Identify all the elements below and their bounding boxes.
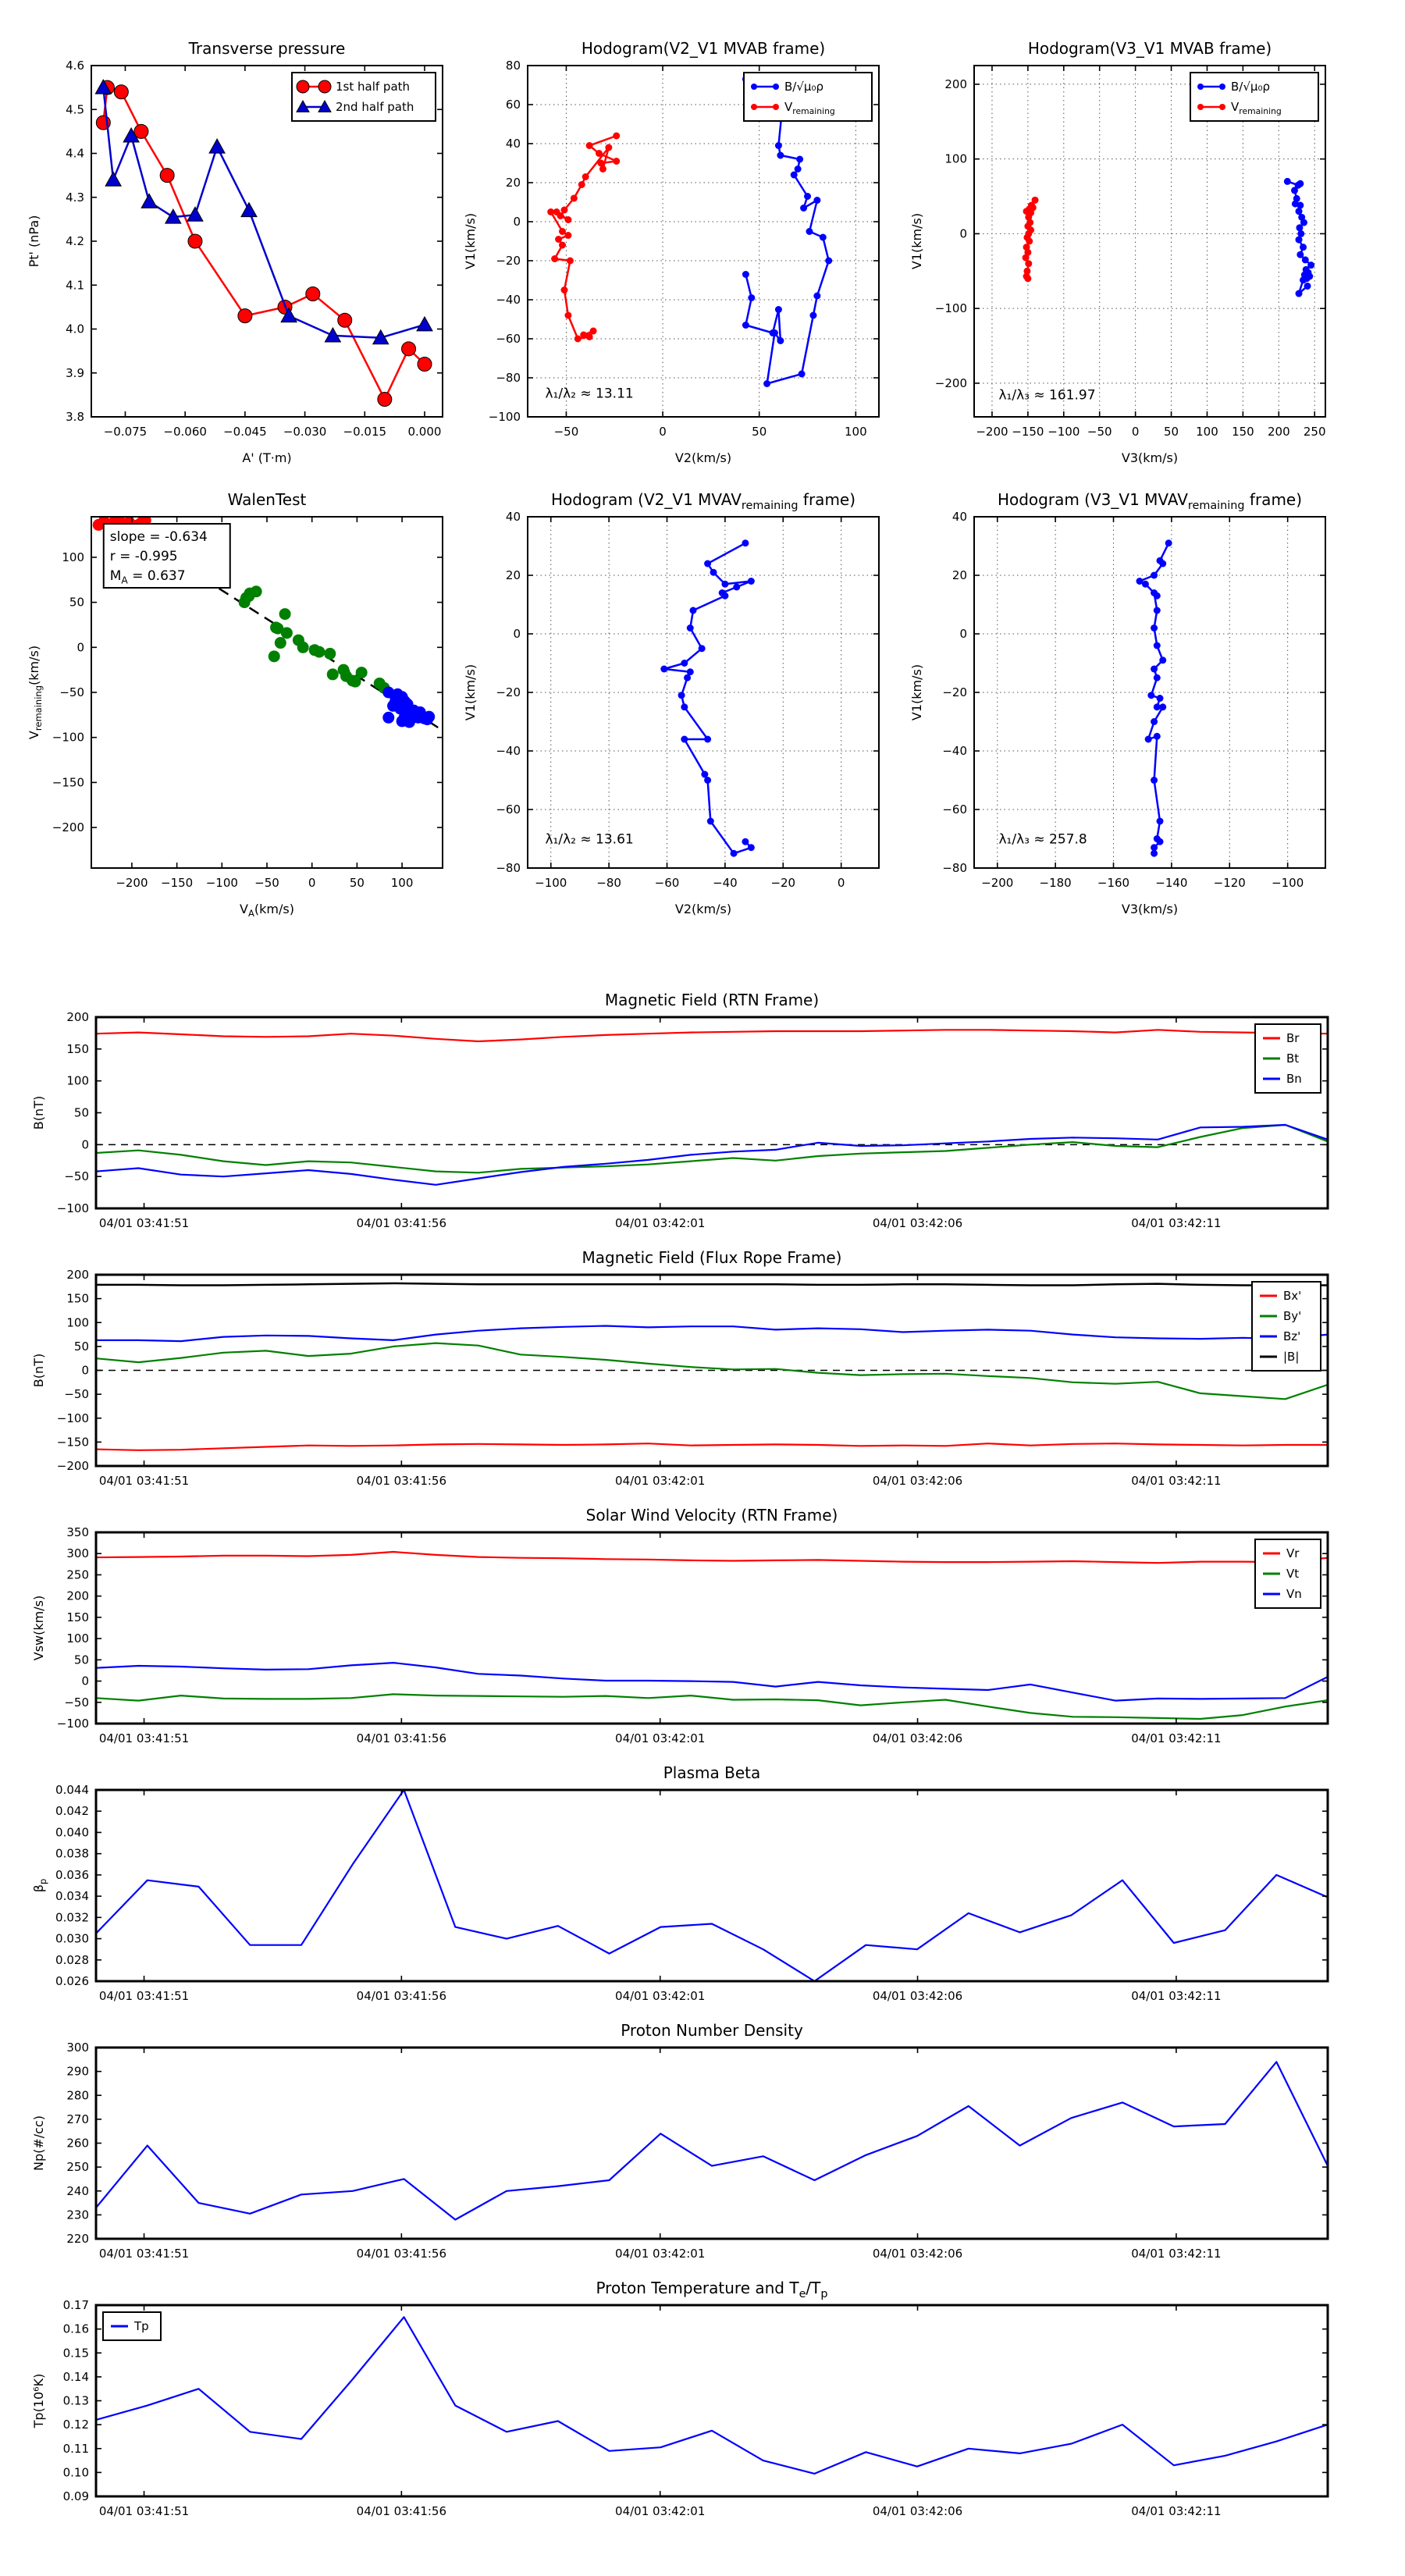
svg-text:V1(km/s): V1(km/s) (909, 664, 924, 721)
svg-text:−0.060: −0.060 (163, 425, 207, 439)
svg-text:04/01 03:41:56: 04/01 03:41:56 (356, 2247, 447, 2261)
svg-text:0: 0 (513, 627, 521, 641)
svg-text:Tp: Tp (134, 2319, 149, 2333)
svg-text:−0.075: −0.075 (103, 425, 148, 439)
svg-text:20: 20 (505, 568, 521, 582)
svg-text:−0.045: −0.045 (223, 425, 267, 439)
svg-text:−200: −200 (52, 820, 84, 835)
svg-text:0: 0 (659, 425, 667, 439)
svg-text:−100: −100 (934, 301, 967, 316)
svg-text:04/01 03:42:11: 04/01 03:42:11 (1131, 1989, 1222, 2003)
svg-text:−160: −160 (1097, 876, 1130, 890)
svg-text:−140: −140 (1155, 876, 1188, 890)
panel-hodogram-v3v1-mvav (892, 474, 1347, 934)
svg-text:250: 250 (66, 1567, 89, 1582)
svg-text:50: 50 (73, 1339, 89, 1354)
panel-hodogram-v3v1-mvab (892, 23, 1347, 483)
svg-text:Magnetic Field (Flux Rope Fram: Magnetic Field (Flux Rope Frame) (582, 1248, 842, 1267)
svg-text:B(nT): B(nT) (31, 1353, 46, 1388)
svg-text:Bt: Bt (1286, 1051, 1300, 1066)
svg-text:0.036: 0.036 (55, 1867, 89, 1882)
svg-text:0.13: 0.13 (62, 2393, 89, 2408)
svg-text:−0.015: −0.015 (343, 425, 387, 439)
svg-text:A' (T·m): A' (T·m) (242, 450, 292, 465)
svg-text:V1(km/s): V1(km/s) (909, 212, 924, 270)
svg-text:−150: −150 (161, 876, 194, 890)
svg-text:230: 230 (66, 2208, 89, 2222)
svg-text:150: 150 (66, 1610, 89, 1624)
svg-text:04/01 03:42:06: 04/01 03:42:06 (872, 1474, 963, 1488)
svg-text:04/01 03:42:01: 04/01 03:42:01 (615, 1474, 706, 1488)
svg-text:−200: −200 (56, 1459, 89, 1473)
svg-text:150: 150 (66, 1041, 89, 1056)
svg-text:350: 350 (66, 1525, 89, 1539)
svg-text:−50: −50 (254, 876, 279, 890)
svg-text:0: 0 (959, 627, 967, 641)
svg-text:−150: −150 (56, 1435, 89, 1450)
svg-text:04/01 03:41:56: 04/01 03:41:56 (356, 1216, 447, 1230)
svg-text:−200: −200 (116, 876, 148, 890)
svg-text:−80: −80 (496, 371, 521, 385)
svg-text:200: 200 (66, 1010, 89, 1024)
svg-text:04/01 03:42:11: 04/01 03:42:11 (1131, 1216, 1222, 1230)
svg-text:04/01 03:42:11: 04/01 03:42:11 (1131, 2504, 1222, 2518)
svg-text:Hodogram (V3_V1 MVAVremaining: Hodogram (V3_V1 $MVAV_{remaining}$ frame) (997, 490, 1303, 512)
svg-text:220: 220 (66, 2232, 89, 2246)
svg-text:−50: −50 (64, 1169, 89, 1184)
svg-text:0: 0 (81, 1363, 89, 1378)
svg-text:04/01 03:41:56: 04/01 03:41:56 (356, 1731, 447, 1745)
svg-text:−20: −20 (942, 685, 967, 699)
svg-text:Bx': Bx' (1283, 1289, 1302, 1303)
svg-text:MA = 0.637: $M_A = 0.637$ (109, 568, 186, 586)
panel-hodogram-v2v1-mvab (446, 23, 901, 483)
svg-text:−100: −100 (52, 730, 84, 745)
svg-text:50: 50 (1164, 425, 1179, 439)
svg-text:0.032: 0.032 (55, 1910, 89, 1925)
svg-text:0.038: 0.038 (55, 1846, 89, 1861)
svg-text:0.11: 0.11 (62, 2441, 89, 2456)
panel-proton-temperature (14, 2262, 1350, 2563)
svg-text:0: 0 (837, 876, 845, 890)
svg-text:−120: −120 (1213, 876, 1246, 890)
svg-text:50: 50 (69, 595, 84, 610)
svg-text:−80: −80 (496, 861, 521, 875)
svg-text:−100: −100 (205, 876, 238, 890)
svg-text:VA(km/s): $V_A(km/s)$ (240, 902, 294, 919)
svg-text:4.6: 4.6 (66, 59, 84, 73)
svg-text:0.044: 0.044 (55, 1783, 89, 1797)
svg-text:04/01 03:42:06: 04/01 03:42:06 (872, 2247, 963, 2261)
svg-text:Plasma Beta: Plasma Beta (663, 1763, 761, 1782)
svg-text:4.3: 4.3 (66, 190, 84, 205)
svg-text:−60: −60 (942, 802, 967, 817)
svg-text:−150: −150 (52, 775, 84, 790)
svg-text:−80: −80 (596, 876, 621, 890)
svg-text:−100: −100 (56, 1411, 89, 1425)
svg-text:Vsw(km/s): Vsw(km/s) (31, 1595, 46, 1661)
svg-text:04/01 03:41:56: 04/01 03:41:56 (356, 2504, 447, 2518)
svg-text:270: 270 (66, 2112, 89, 2126)
svg-text:4.5: 4.5 (66, 102, 84, 117)
svg-text:100: 100 (1196, 425, 1218, 439)
svg-text:0.10: 0.10 (62, 2465, 89, 2480)
svg-text:V1(km/s): V1(km/s) (463, 212, 478, 270)
svg-text:λ₁/λ₂ ≈ 13.11: λ₁/λ₂ ≈ 13.11 (545, 386, 634, 402)
svg-text:04/01 03:42:06: 04/01 03:42:06 (872, 1989, 963, 2003)
svg-text:Vremaining: $V_{remaining}$ (784, 100, 835, 116)
svg-text:Br: Br (1286, 1031, 1300, 1045)
svg-text:|B|: |B| (1283, 1350, 1300, 1364)
svg-text:04/01 03:42:11: 04/01 03:42:11 (1131, 1731, 1222, 1745)
svg-text:04/01 03:41:51: 04/01 03:41:51 (98, 1731, 190, 1745)
svg-text:04/01 03:42:06: 04/01 03:42:06 (872, 1216, 963, 1230)
svg-text:100: 100 (66, 1315, 89, 1330)
svg-text:04/01 03:42:01: 04/01 03:42:01 (615, 2504, 706, 2518)
svg-text:50: 50 (349, 876, 365, 890)
svg-text:−50: −50 (1087, 425, 1112, 439)
svg-text:−60: −60 (496, 802, 521, 817)
svg-text:0.034: 0.034 (55, 1889, 89, 1904)
svg-text:0.16: 0.16 (62, 2322, 89, 2336)
svg-text:100: 100 (944, 151, 967, 166)
svg-text:Bz': Bz' (1283, 1329, 1301, 1343)
svg-text:WalenTest: WalenTest (227, 490, 307, 509)
svg-text:Vremaining(km/s): $V_{remaining}(km/s)$ (27, 645, 44, 740)
svg-text:04/01 03:41:51: 04/01 03:41:51 (98, 1216, 190, 1230)
svg-text:V1(km/s): V1(km/s) (463, 664, 478, 721)
svg-text:260: 260 (66, 2136, 89, 2151)
panel-walen-test (9, 474, 464, 934)
svg-text:−100: −100 (1272, 876, 1304, 890)
svg-text:40: 40 (505, 510, 521, 524)
svg-text:r = -0.995: r = -0.995 (109, 549, 178, 564)
svg-text:0: 0 (81, 1674, 89, 1688)
svg-text:0.15: 0.15 (62, 2346, 89, 2361)
svg-text:0.17: 0.17 (62, 2298, 89, 2312)
svg-text:Solar Wind Velocity (RTN Frame: Solar Wind Velocity (RTN Frame) (585, 1506, 838, 1525)
svg-text:04/01 03:41:56: 04/01 03:41:56 (356, 1989, 447, 2003)
svg-text:0.042: 0.042 (55, 1804, 89, 1819)
svg-text:80: 80 (505, 59, 521, 73)
svg-text:Bn: Bn (1286, 1072, 1302, 1086)
svg-text:0: 0 (513, 215, 521, 229)
svg-text:−20: −20 (496, 685, 521, 699)
svg-text:04/01 03:42:01: 04/01 03:42:01 (615, 1989, 706, 2003)
svg-text:2nd half path: 2nd half path (336, 100, 414, 114)
svg-text:60: 60 (505, 98, 521, 112)
svg-text:−60: −60 (654, 876, 680, 890)
svg-text:0: 0 (81, 1137, 89, 1152)
svg-text:Proton Number Density: Proton Number Density (621, 2021, 803, 2040)
svg-text:V2(km/s): V2(km/s) (674, 450, 732, 465)
svg-text:λ₁/λ₃ ≈ 257.8: λ₁/λ₃ ≈ 257.8 (998, 831, 1087, 848)
svg-text:−40: −40 (713, 876, 738, 890)
svg-text:Pt' (nPa): Pt' (nPa) (27, 215, 41, 268)
svg-text:0.12: 0.12 (62, 2418, 89, 2432)
svg-text:−50: −50 (64, 1387, 89, 1402)
panel-plasma-beta (14, 1747, 1350, 2048)
svg-text:0: 0 (308, 876, 316, 890)
svg-text:04/01 03:41:56: 04/01 03:41:56 (356, 1474, 447, 1488)
svg-text:Vremaining: $V_{remaining}$ (1231, 100, 1282, 116)
svg-text:240: 240 (66, 2183, 89, 2198)
panel-transverse-pressure (9, 23, 464, 483)
svg-text:100: 100 (66, 1073, 89, 1088)
svg-text:−50: −50 (64, 1695, 89, 1710)
svg-text:−180: −180 (1039, 876, 1072, 890)
svg-text:04/01 03:42:11: 04/01 03:42:11 (1131, 1474, 1222, 1488)
svg-text:λ₁/λ₂ ≈ 13.61: λ₁/λ₂ ≈ 13.61 (545, 831, 634, 848)
svg-text:50: 50 (73, 1105, 89, 1120)
panel-hodogram-v2v1-mvav (446, 474, 901, 934)
svg-text:150: 150 (1232, 425, 1254, 439)
svg-text:200: 200 (1267, 425, 1290, 439)
svg-text:250: 250 (1303, 425, 1326, 439)
svg-text:3.9: 3.9 (66, 365, 84, 380)
svg-text:100: 100 (66, 1631, 89, 1646)
svg-text:Np(#/cc): Np(#/cc) (31, 2115, 46, 2171)
svg-text:−100: −100 (488, 410, 521, 424)
svg-text:04/01 03:41:51: 04/01 03:41:51 (98, 1474, 190, 1488)
svg-text:0.030: 0.030 (55, 1931, 89, 1946)
svg-text:300: 300 (66, 1546, 89, 1561)
svg-text:B/√μ₀ρ: B/√μ₀ρ (784, 80, 823, 94)
svg-text:−100: −100 (535, 876, 567, 890)
svg-text:−40: −40 (942, 744, 967, 758)
svg-text:04/01 03:42:01: 04/01 03:42:01 (615, 2247, 706, 2261)
svg-text:04/01 03:41:51: 04/01 03:41:51 (98, 2504, 190, 2518)
svg-text:20: 20 (951, 568, 967, 582)
svg-text:Magnetic Field (RTN Frame): Magnetic Field (RTN Frame) (604, 991, 820, 1009)
svg-text:Hodogram(V2_V1 MVAB frame): Hodogram(V2_V1 MVAB frame) (581, 39, 826, 58)
svg-text:4.0: 4.0 (66, 322, 84, 336)
svg-text:Vt: Vt (1286, 1567, 1300, 1581)
svg-text:250: 250 (66, 2160, 89, 2175)
svg-text:4.1: 4.1 (66, 278, 84, 293)
svg-text:Proton Temperature and Te/Tp: Proton Temperature and $T_e/T_p$ (596, 2279, 828, 2300)
panel-proton-number-density (14, 2005, 1350, 2305)
svg-text:B/√μ₀ρ: B/√μ₀ρ (1231, 80, 1270, 94)
svg-text:V2(km/s): V2(km/s) (674, 902, 732, 916)
svg-text:04/01 03:41:51: 04/01 03:41:51 (98, 1989, 190, 2003)
svg-text:04/01 03:42:06: 04/01 03:42:06 (872, 1731, 963, 1745)
svg-text:50: 50 (73, 1653, 89, 1667)
svg-text:0: 0 (1131, 425, 1140, 439)
svg-text:0.040: 0.040 (55, 1825, 89, 1840)
svg-text:−40: −40 (496, 293, 521, 307)
svg-text:40: 40 (951, 510, 967, 524)
svg-text:−20: −20 (770, 876, 796, 890)
svg-text:−200: −200 (934, 375, 967, 390)
svg-text:0.000: 0.000 (407, 425, 442, 439)
svg-text:Vn: Vn (1286, 1587, 1302, 1601)
svg-text:−50: −50 (553, 425, 579, 439)
svg-text:20: 20 (505, 176, 521, 190)
svg-text:−100: −100 (56, 1201, 89, 1215)
svg-text:04/01 03:42:06: 04/01 03:42:06 (872, 2504, 963, 2518)
panel-magnetic-field-rtn (14, 974, 1350, 1275)
svg-text:0.028: 0.028 (55, 1952, 89, 1967)
svg-text:Vr: Vr (1286, 1546, 1300, 1560)
svg-text:0.026: 0.026 (55, 1974, 89, 1988)
svg-text:Tp(10⁶K): Tp(10⁶K) (31, 2373, 46, 2428)
svg-text:40: 40 (505, 137, 521, 151)
svg-text:−60: −60 (496, 332, 521, 346)
svg-text:−50: −50 (59, 685, 84, 699)
svg-text:−100: −100 (1048, 425, 1080, 439)
svg-text:0: 0 (76, 640, 84, 655)
svg-text:0.09: 0.09 (62, 2489, 89, 2503)
svg-text:−40: −40 (496, 744, 521, 758)
svg-text:V3(km/s): V3(km/s) (1121, 450, 1179, 465)
svg-text:100: 100 (62, 550, 84, 564)
panel-magnetic-field-flux-rope (14, 1232, 1350, 1532)
svg-text:150: 150 (66, 1291, 89, 1306)
svg-text:Transverse pressure: Transverse pressure (188, 39, 346, 58)
svg-text:Hodogram (V2_V1 MVAVremaining: Hodogram (V2_V1 $MVAV_{remaining}$ frame) (550, 490, 856, 512)
svg-text:−80: −80 (942, 861, 967, 875)
svg-text:−0.030: −0.030 (283, 425, 327, 439)
svg-text:300: 300 (66, 2041, 89, 2055)
svg-text:04/01 03:42:01: 04/01 03:42:01 (615, 1731, 706, 1745)
svg-text:4.4: 4.4 (66, 146, 84, 161)
svg-text:280: 280 (66, 2088, 89, 2103)
svg-text:200: 200 (66, 1268, 89, 1282)
svg-text:3.8: 3.8 (66, 410, 84, 424)
svg-text:100: 100 (390, 876, 414, 890)
svg-text:−200: −200 (976, 425, 1008, 439)
svg-text:−150: −150 (1012, 425, 1044, 439)
svg-text:50: 50 (752, 425, 767, 439)
svg-text:βp: $\beta_p$ (31, 1878, 48, 1893)
svg-text:By': By' (1283, 1309, 1302, 1323)
panel-solar-wind-velocity (14, 1489, 1350, 1790)
svg-text:4.2: 4.2 (66, 234, 84, 248)
svg-text:B(nT): B(nT) (31, 1095, 46, 1130)
svg-text:λ₁/λ₃ ≈ 161.97: λ₁/λ₃ ≈ 161.97 (998, 387, 1096, 404)
svg-text:04/01 03:41:51: 04/01 03:41:51 (98, 2247, 190, 2261)
svg-text:slope = -0.634: slope = -0.634 (109, 529, 208, 545)
svg-text:0: 0 (959, 226, 967, 241)
svg-text:0.14: 0.14 (62, 2369, 89, 2384)
svg-text:V3(km/s): V3(km/s) (1121, 902, 1179, 916)
svg-text:−100: −100 (56, 1717, 89, 1731)
svg-text:−200: −200 (981, 876, 1014, 890)
svg-text:200: 200 (944, 76, 967, 91)
svg-text:Hodogram(V3_V1 MVAB frame): Hodogram(V3_V1 MVAB frame) (1027, 39, 1272, 58)
svg-text:04/01 03:42:11: 04/01 03:42:11 (1131, 2247, 1222, 2261)
svg-text:290: 290 (66, 2064, 89, 2079)
svg-text:04/01 03:42:01: 04/01 03:42:01 (615, 1216, 706, 1230)
svg-text:1st half path: 1st half path (336, 80, 411, 94)
svg-text:200: 200 (66, 1589, 89, 1603)
svg-text:100: 100 (845, 425, 867, 439)
svg-text:−20: −20 (496, 254, 521, 268)
